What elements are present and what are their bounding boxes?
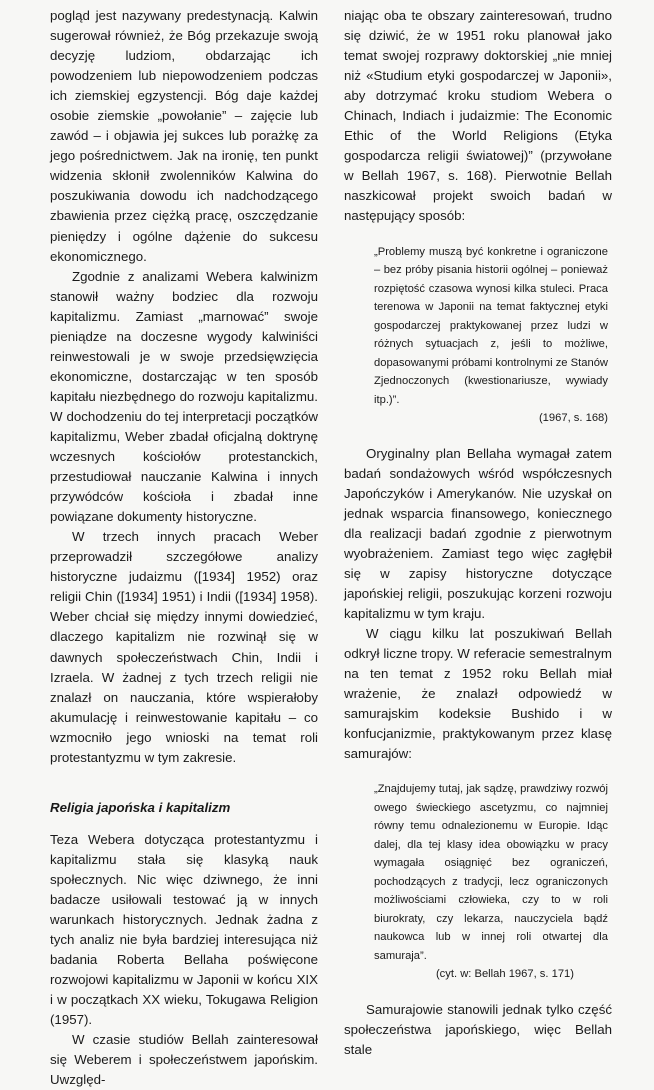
section-heading: Religia japońska i kapitalizm: [50, 799, 231, 815]
paragraph: pogląd jest nazywany predestynacją. Kalwin sugerował również, że Bóg przekazuje swoją decyzję ludziom, obdarzając ich powodzeniem lub niepowodzeniem podczas ich ziemskiej egzystencji. Bóg daje każdej osobie ziemskie „powołanie” – zajęcie lub zawód – i objawia jej sukces lub porażkę za jego pośrednictwem. Jak na ironię, ten punkt widzenia skłonił zwolenników Kalwina do poszukiwania dowodu ich nadchodzącego zbawienia przez ciężką pracę, oszczędzanie pieniędzy i ogólne dążenie do sukcesu ekonomicznego.: [50, 8, 318, 264]
paragraph: Teza Webera dotycząca protestantyzmu i kapitalizmu stała się klasyką nauk społecznych. Nic więc dziwnego, że inni badacze usiłowali testować ją w innych warunkach historycznych. Jednak żadna z tych analiz nie była bardziej interesująca niż badania Roberta Bellaha poświęcone rozwojowi kapitalizmu w Japonii w końcu XIX i w początkach XX wieku, Tokugawa Religion (1957).: [50, 831, 318, 1028]
paragraph: W czasie studiów Bellah zainteresował się Weberem i społeczeństwem japońskim. Uwzględ-: [50, 1032, 318, 1088]
paragraph: Zgodnie z analizami Webera kalwinizm stanowił ważny bodziec dla rozwoju kapitalizmu. Zamiast „marnować” swoje pieniądze na doczesne wygody kalwiniści reinwestowali je w swoje przedsięwzięcia ekonomiczne, dostarczając w ten sposób kapitału niezbędnego do rozwoju kapitalizmu. W dochodzeniu do tej interpretacji początków kapitalizmu, Weber zbadał oficjalną doktrynę wczesnych kościołów protestanckich, przestudiował nauczanie Kalwina i innych przywódców kościoła i zbadał inne powiązane dokumenty historyczne.: [50, 268, 318, 525]
block-quote: [374, 780, 608, 984]
right-column: [344, 6, 612, 1060]
paragraph: Samurajowie stanowili jednak tylko część społeczeństwa japońskiego, więc Bellah stale: [344, 1001, 612, 1057]
quote-citation: (1967, s. 168): [538, 412, 608, 425]
quote-text: „Znajdujemy tutaj, jak sądzę, prawdziwy rozwój owego świeckiego ascetyzmu, co najmniej równy temu odnalezionemu w Europie. Idąc dalej, dla tej klasy idea obowiązku w pracy wymagała osiągnięć bez ograniczeń, pochodzących z tradycji, lecz ograniczonych możliwościami człowieka, czy to w roli biurokraty, czy lekarza, nauczyciela bądź naukowca lub w innej roli otwartej dla samuraja”.: [374, 783, 608, 962]
left-column: [50, 6, 318, 1090]
quote-citation: (cyt. w: Bellah 1967, s. 171): [435, 968, 574, 981]
paragraph: Oryginalny plan Bellaha wymagał zatem badań sondażowych wśród współczesnych Japończyków i Amerykanów. Nie uzyskał on jednak wsparcia finansowego, koniecznego dla realizacji badań zgodnie z pierwotnym wyobrażeniem. Zamiast tego więc zagłębił się w zapisy historyczne dotyczące japońskiej religii, poszukując korzeni rozwoju kapitalizmu w tym kraju.: [344, 445, 612, 621]
paragraph: W ciągu kilku lat poszukiwań Bellah odkrył liczne tropy. W referacie semestralnym na ten temat z 1952 roku Bellah miał wrażenie, że znalazł odpowiedź w samurajskim kodeksie Bushido i w konfucjanizmie, praktykowanym przez klasę samurajów:: [344, 625, 612, 762]
paragraph: niając oba te obszary zainteresowań, trudno się dziwić, że w 1951 roku planował jako temat swojej rozprawy doktorskiej „nie mniej niż «Studium etyki gospodarczej w Japonii», aby dotrzymać kroku studiom Webera o Chinach, Indiach i judaizmie: The Economic Ethic of the World Religions (Etyka gospodarcza religii światowej)” (przywołane w Bellah 1967, s. 168). Pierwotnie Bellah naszkicował projekt swoich badań w następujący sposób:: [344, 8, 612, 224]
paragraph: W trzech innych pracach Weber przeprowadził szczegółowe analizy historyczne judaizmu ([1934] 1952) oraz religii Chin ([1934] 1951) i Indii ([1934] 1958). Weber chciał się między innymi dowiedzieć, dlaczego kapitalizm nie rozwinął się w dawnych społeczeństwach Chin, Indii i Izraela. W żadnej z tych trzech religii nie znalazł on nauczania, które wspierałoby akumulację i reinwestowanie kapitału – co wzmocniło jego wnioski na temat roli protestantyzmu w tym zakresie.: [50, 529, 318, 765]
block-quote: [374, 243, 608, 428]
quote-text: „Problemy muszą być konkretne i ograniczone – bez próby pisania historii ogólnej – ponieważ rozpiętość czasowa wynosi kilka stuleci. Praca terenowa w Japonii na temat faktycznej etyki gospodarczej praktykowanej przez ludzi w różnych sytuacjach z, jeśli to możliwe, dopasowanymi próbami kontrolnymi ze Stanów Zjednoczonych (kwestionariusze, wywiady itp.)”.: [374, 245, 608, 406]
